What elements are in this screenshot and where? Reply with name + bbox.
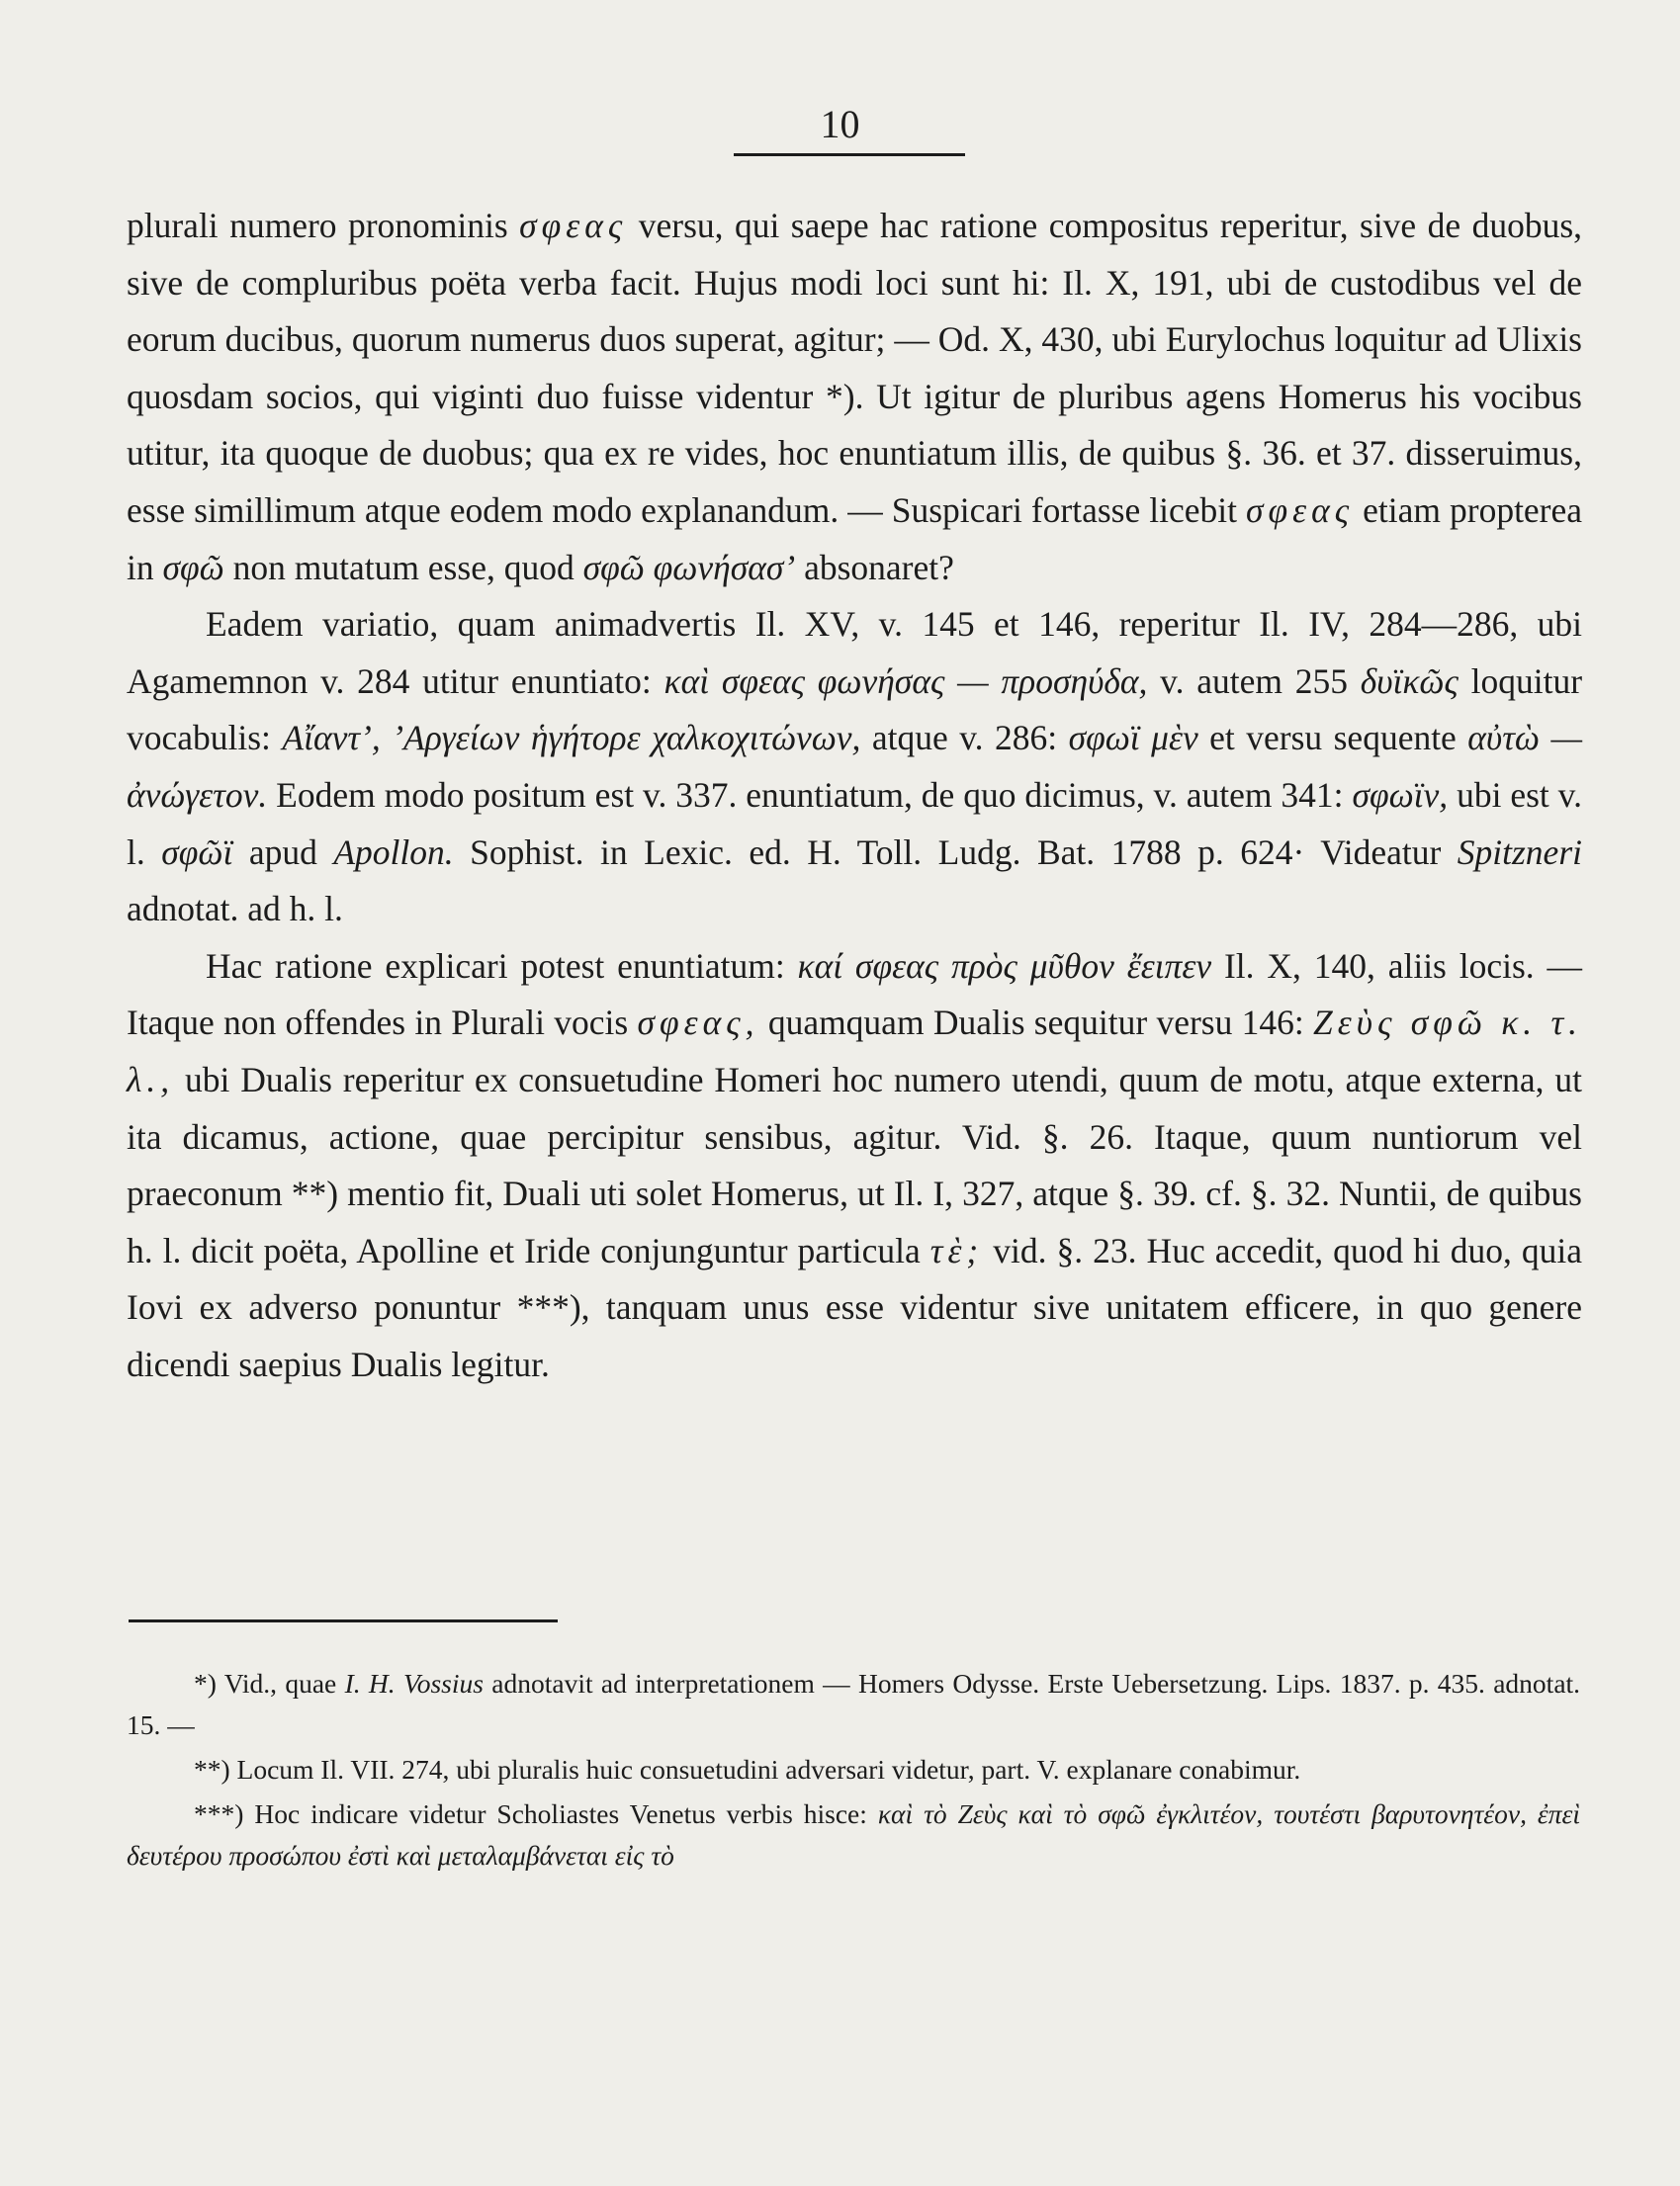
paragraph-2-text-3: loquitur vocabulis: bbox=[127, 660, 1583, 758]
footnote-1 bbox=[127, 1663, 1580, 1746]
paragraph-3-greek-4: τὲ; bbox=[929, 1230, 984, 1270]
paragraph-2-italic-1: Apollon. bbox=[333, 831, 454, 872]
paragraph-1-text-5: absonaret? bbox=[804, 547, 954, 587]
paragraph-2-text-10: adnotat. ad h. l. bbox=[127, 889, 343, 929]
paragraph-1-text-3: etiam propterea in bbox=[127, 489, 1583, 587]
paragraph-2-text-9: Sophist. in Lexic. ed. H. Toll. Ludg. Bat. 1788 p. 624· Videatur bbox=[470, 831, 1442, 872]
paragraph-2 bbox=[127, 596, 1582, 938]
footnote-2-text-1: **) Locum Il. VII. 274, ubi pluralis huic consuetudini adversari videtur, part. V. explanare conabimur. bbox=[194, 1754, 1301, 1785]
paragraph-2-text-5: et versu sequente bbox=[1209, 718, 1457, 758]
paragraph-2-text-4: atque v. 286: bbox=[871, 718, 1058, 758]
paragraph-2-text-8: apud bbox=[248, 831, 317, 872]
paragraph-2-greek-6: σφωϊν, bbox=[1352, 774, 1449, 815]
paragraph-1-greek-3: σφῶ bbox=[162, 547, 224, 587]
main-text bbox=[127, 198, 1582, 1393]
paragraph-2-greek-4: σφωϊ μὲν bbox=[1068, 718, 1198, 758]
paragraph-2-text-1: Eadem variatio, quam animadvertis Il. XV, v. 145 et 146, reperitur Il. IV, 284—286, ubi Agamemnon v. 284 utitur enuntiato: bbox=[127, 604, 1582, 701]
paragraph-2-text-2: v. autem 255 bbox=[1160, 660, 1348, 701]
paragraph-3-text-2: Il. X, 140, aliis locis. — Itaque non offendes in Plurali vocis bbox=[127, 945, 1583, 1043]
paragraph-1-greek-1: σφεας bbox=[519, 206, 628, 245]
paragraph-1-greek-2: σφεας bbox=[1245, 489, 1355, 530]
paragraph-3-greek-2: σφεας, bbox=[637, 1003, 759, 1043]
footnote-separator bbox=[129, 1619, 558, 1622]
footnote-3-greek-1: καὶ τὸ Ζεὺς καὶ τὸ σφῶ ἐγκλιτέον, τουτέστι βαρυτονητέον, ἐπεὶ δευτέρου προσώπου ἐστὶ καὶ μεταλαμβάνεται εἰς τὸ bbox=[127, 1798, 1581, 1871]
footnote-3 bbox=[127, 1793, 1580, 1877]
footnote-1-text-2: adnotavit ad interpretationem — Homers Odysse. Erste Uebersetzung. Lips. 1837. p. 435. adnotat. 15. — bbox=[127, 1668, 1581, 1740]
paragraph-2-text-7: ubi est v. l. bbox=[127, 774, 1582, 872]
paragraph-3-text-1: Hac ratione explicari potest enuntiatum: bbox=[206, 945, 785, 986]
footnote-2 bbox=[127, 1749, 1580, 1791]
footnote-3-text-1: ***) Hoc indicare videtur Scholiastes Venetus verbis hisce: bbox=[194, 1798, 867, 1829]
paragraph-3-text-5: vid. §. 23. Huc accedit, quod hi duo, quia Iovi ex adverso ponuntur ***), tanquam unus esse videntur sive unitatem efficere, in quo genere dicendi saepius Dualis legitur. bbox=[127, 1230, 1583, 1384]
paragraph-2-greek-2: δυϊκῶς bbox=[1360, 660, 1459, 701]
paragraph-2-text-6: Eodem modo positum est v. 337. enuntiatum, de quo dicimus, v. autem 341: bbox=[276, 774, 1344, 815]
page-number-underline bbox=[734, 153, 965, 156]
paragraph-2-greek-7: σφῶϊ bbox=[161, 831, 233, 872]
page-number: 10 bbox=[820, 102, 860, 146]
paragraph-1 bbox=[127, 198, 1582, 596]
paragraph-2-greek-5: αὐτὼ — ἀνώγετον. bbox=[127, 718, 1583, 815]
footnote-1-italic-1: I. H. Vossius bbox=[344, 1668, 484, 1699]
paragraph-3-greek-3: Ζεὺς σφῶ κ. τ. λ., bbox=[127, 1003, 1583, 1099]
paragraph-1-text-1: plurali numero pronominis bbox=[127, 206, 508, 245]
paragraph-3-text-3: quamquam Dualis sequitur versu 146: bbox=[767, 1003, 1304, 1043]
paragraph-2-greek-1: καὶ σφεας φωνήσας — προσηύδα, bbox=[663, 660, 1148, 701]
paragraph-3-greek-1: καί σφεας πρὸς μῦθον ἔειπεν bbox=[797, 945, 1212, 986]
paragraph-1-text-4: non mutatum esse, quod bbox=[232, 547, 575, 587]
paragraph-2-greek-3: Αἴαντ’, ’Αργείων ἡγήτορε χαλκοχιτώνων, bbox=[282, 718, 861, 758]
paragraph-3 bbox=[127, 938, 1582, 1394]
paragraph-1-greek-4: σφῶ φωνήσασ’ bbox=[582, 547, 796, 587]
paragraph-1-text-2: versu, qui saepe hac ratione compositus reperitur, sive de duobus, sive de compluribus poëta verba facit. Hujus modi loci sunt hi: Il. X, 191, ubi de custodibus vel de eorum ducibus, quorum numerus duos superat, agitur; — Od. X, 430, ubi Eurylochus loquitur ad Ulixis quosdam socios, qui viginti duo fuisse videntur *). Ut igitur de pluribus agens Homerus his vocibus utitur, ita quoque de duobus; qua ex re vides, hoc enuntiatum illis, de quibus §. 36. et 37. disseruimus, esse simillimum atque eodem modo explanandum. — Suspicari fortasse licebit bbox=[127, 206, 1583, 530]
paragraph-2-italic-2: Spitzneri bbox=[1457, 831, 1582, 872]
footnote-1-text-1: *) Vid., quae bbox=[194, 1668, 337, 1699]
footnotes bbox=[127, 1663, 1580, 1880]
paragraph-3-text-4: ubi Dualis reperitur ex consuetudine Homeri hoc numero utendi, quum de motu, atque externa, ut ita dicamus, actione, quae percipitur sensibus, agitur. Vid. §. 26. Itaque, quum nuntiorum vel praeconum **) mentio fit, Duali uti solet Homerus, ut Il. I, 327, atque §. 39. cf. §. 32. Nuntii, de quibus h. l. dicit poëta, Apolline et Iride conjunguntur particula bbox=[127, 1059, 1583, 1270]
